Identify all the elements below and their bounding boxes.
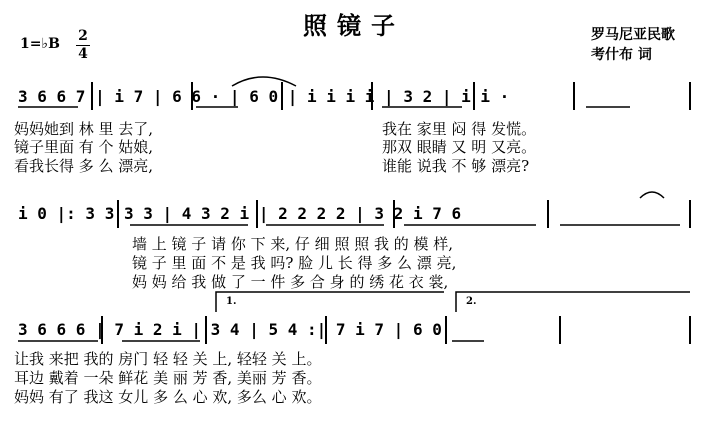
slurs (232, 77, 664, 198)
system3-lyric-3: 妈妈 有了 我这 女儿 多 么 心 欢, 多么 心 欢。 (14, 388, 322, 406)
volta-brackets (216, 292, 690, 312)
system1-lyric-2: 镜子里面 有 个 姑娘, (14, 138, 154, 156)
system1-lyric-1: 妈妈她到 林 里 去了, (14, 120, 154, 138)
time-signature-bottom: 4 (78, 46, 88, 62)
song-lyricist: 考什布 词 (591, 47, 652, 63)
system2-notes: i 0 |: 3 3 3 3 | 4 3 2 i | 2 2 2 2 | 3 2 i 7 6 (18, 204, 462, 223)
system1-lyric-1b: 我在 家里 闷 得 发慌。 (382, 120, 537, 138)
song-origin: 罗马尼亚民歌 (591, 27, 675, 43)
system2-lyric-3: 妈 妈 给 我 做 了 一 件 多 合 身 的 绣 花 衣 裳, (132, 273, 449, 291)
system3-notes: 3 6 6 6 | 7 i 2 i | 3 4 | 5 4 :| 7 i 7 | 6 0 (18, 320, 442, 339)
system3-lyric-1: 让我 来把 我的 房门 轻 轻 关 上, 轻轻 关 上。 (14, 350, 322, 368)
system2-lyric-1: 墙 上 镜 子 请 你 下 来, 仔 细 照 照 我 的 模 样, (132, 235, 454, 253)
system3-lyric-2: 耳边 戴着 一朵 鲜花 美 丽 芳 香, 美丽 芳 香。 (14, 369, 322, 387)
system1-notes-line: 3 6 6 7 | i 7 | 6 6 · | 6 0 | i i i i | 3 2 | i i · (18, 87, 510, 106)
song-title: 照镜子 (303, 11, 405, 40)
system2-lyric-2: 镜 子 里 面 不 是 我 吗? 脸 儿 长 得 多 么 漂 亮, (132, 254, 457, 272)
system1-lyric-2b: 那双 眼睛 又 明 又亮。 (382, 138, 537, 156)
time-signature-top: 2 (76, 28, 90, 46)
system1-lyric-3b: 谁能 说我 不 够 漂亮? (382, 157, 530, 175)
key-signature: 1=♭B (20, 36, 60, 52)
volta-1-label: 1. (226, 296, 237, 307)
system1-lyric-3: 看我长得 多 么 漂亮, (14, 157, 154, 175)
bar-lines (92, 82, 690, 344)
volta-2-label: 2. (466, 296, 477, 307)
